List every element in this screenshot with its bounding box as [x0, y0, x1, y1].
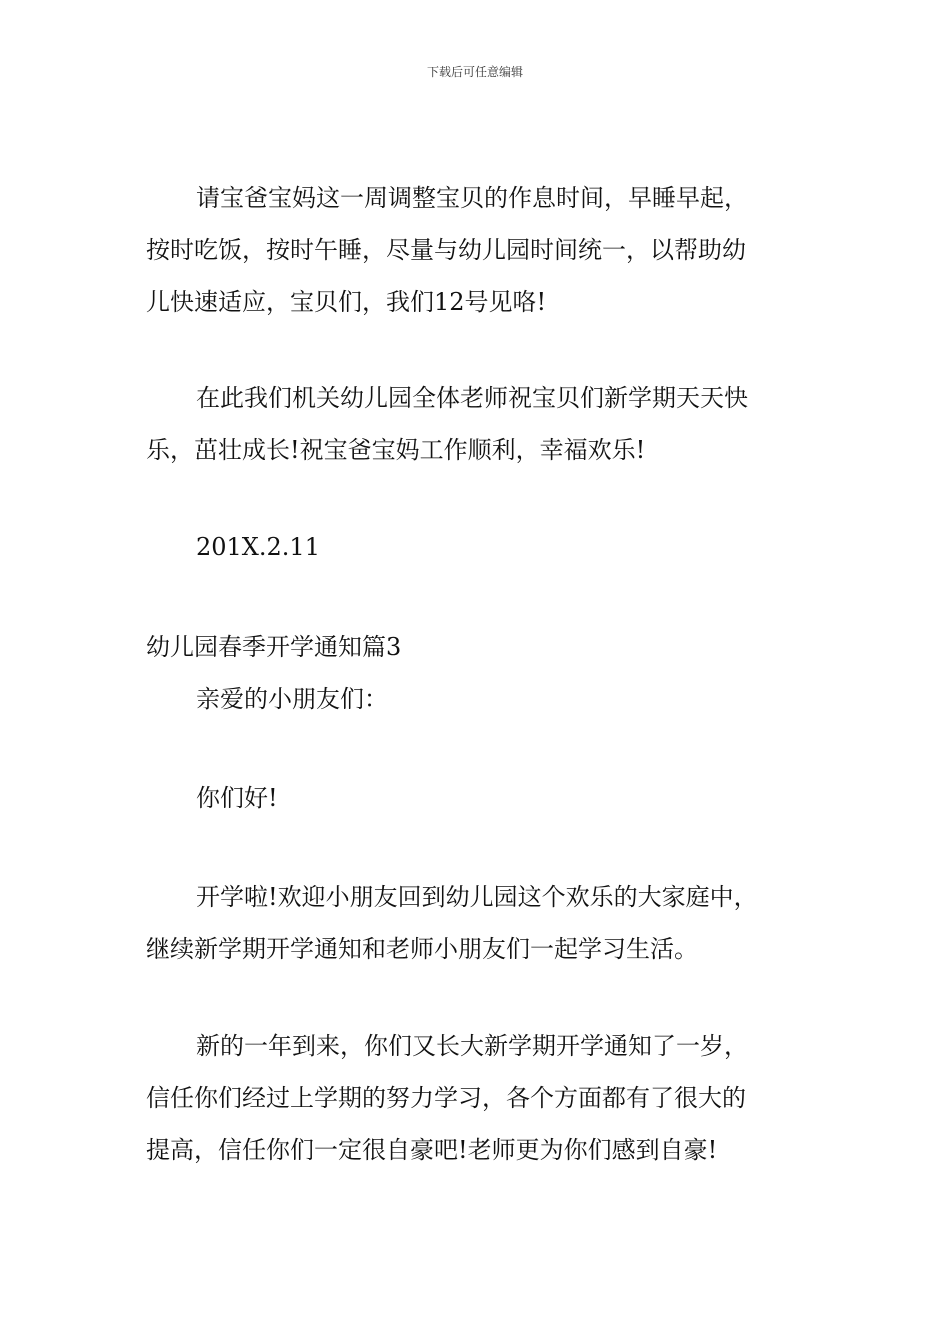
paragraph-date [146, 521, 816, 573]
text-line: 儿快速适应，宝贝们，我们12号见咯! [146, 288, 547, 316]
text-line: 在此我们机关幼儿园全体老师祝宝贝们新学期天天快 [196, 384, 748, 412]
text-line: 继续新学期开学通知和老师小朋友们一起学习生活。 [146, 935, 698, 963]
page-header-note: 下载后可任意编辑 [426, 65, 523, 79]
paragraph-welcome [146, 871, 816, 975]
date-line: 201X.2.11 [196, 533, 320, 561]
text-line: 你们好! [196, 784, 278, 812]
section-title-text: 幼儿园春季开学通知篇3 [146, 633, 402, 661]
paragraph-new-year [146, 1020, 816, 1176]
text-line: 亲爱的小朋友们： [196, 685, 388, 713]
text-line: 请宝爸宝妈这一周调整宝贝的作息时间，早睡早起， [196, 184, 748, 212]
text-line: 按时吃饭，按时午睡，尽量与幼儿园时间统一，以帮助幼 [146, 236, 746, 264]
paragraph-wishes [146, 372, 816, 476]
paragraph-greeting [146, 673, 816, 725]
paragraph-schedule-reminder [146, 172, 816, 328]
text-line: 乐，茁壮成长!祝宝爸宝妈工作顺利，幸福欢乐! [146, 436, 646, 464]
section-title [146, 621, 816, 673]
text-line: 提高，信任你们一定很自豪吧!老师更为你们感到自豪! [146, 1136, 718, 1164]
text-line: 新的一年到来，你们又长大新学期开学通知了一岁， [196, 1032, 748, 1060]
text-line: 信任你们经过上学期的努力学习，各个方面都有了很大的 [146, 1084, 746, 1112]
paragraph-hello [146, 772, 816, 824]
text-line: 开学啦!欢迎小朋友回到幼儿园这个欢乐的大家庭中， [196, 883, 758, 911]
